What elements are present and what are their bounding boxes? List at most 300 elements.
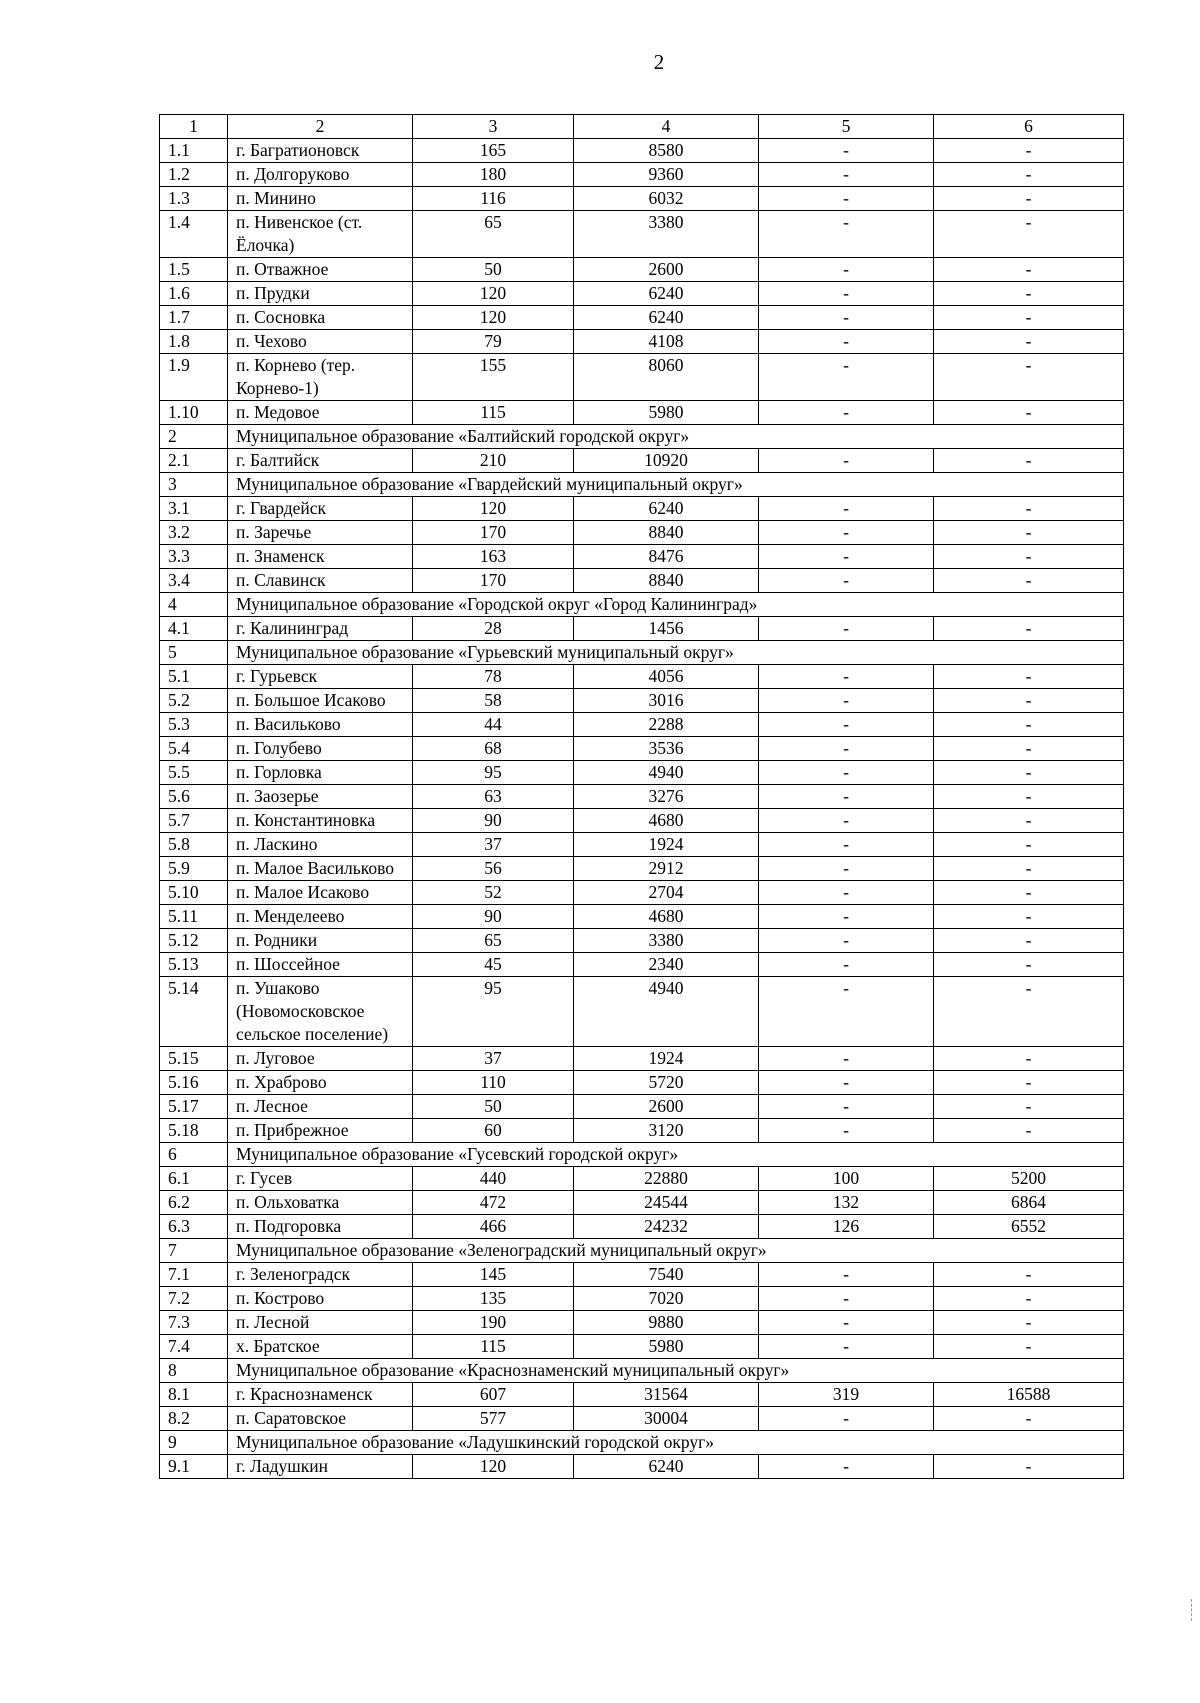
cell-col6: -: [934, 401, 1124, 425]
cell-col6: -: [934, 306, 1124, 330]
cell-col6: -: [934, 1071, 1124, 1095]
settlement-name: п. Славинск: [228, 569, 413, 593]
table-row: [160, 977, 1124, 1047]
cell-col3: 65: [413, 211, 574, 258]
cell-col3: 115: [413, 1335, 574, 1359]
settlement-name: г. Гурьевск: [228, 665, 413, 689]
section-title: Муниципальное образование «Балтийский городской округ»: [228, 425, 1124, 449]
table-row: [160, 689, 1124, 713]
cell-col3: 165: [413, 139, 574, 163]
cell-col6: -: [934, 905, 1124, 929]
cell-col6: -: [934, 521, 1124, 545]
cell-col6: 6864: [934, 1191, 1124, 1215]
table-row: [160, 737, 1124, 761]
settlement-name: п. Прудки: [228, 282, 413, 306]
cell-col5: 319: [759, 1383, 934, 1407]
cell-col4: 6240: [574, 497, 759, 521]
settlement-name: п. Кострово: [228, 1287, 413, 1311]
cell-col5: -: [759, 211, 934, 258]
section-title: Муниципальное образование «Гвардейский муниципальный округ»: [228, 473, 1124, 497]
cell-col6: -: [934, 187, 1124, 211]
settlement-name: п. Константиновка: [228, 809, 413, 833]
cell-col6: -: [934, 211, 1124, 258]
settlement-name: г. Балтийск: [228, 449, 413, 473]
cell-col6: -: [934, 354, 1124, 401]
cell-col6: -: [934, 761, 1124, 785]
row-number: 7.3: [160, 1311, 228, 1335]
cell-col6: -: [934, 1335, 1124, 1359]
section-number: 2: [160, 425, 228, 449]
cell-col3: 78: [413, 665, 574, 689]
settlement-name: п. Васильково: [228, 713, 413, 737]
cell-col6: 16588: [934, 1383, 1124, 1407]
cell-col5: -: [759, 857, 934, 881]
cell-col5: -: [759, 1047, 934, 1071]
cell-col4: 5720: [574, 1071, 759, 1095]
table-row: [160, 953, 1124, 977]
section-number: 7: [160, 1239, 228, 1263]
cell-col3: 58: [413, 689, 574, 713]
cell-col6: -: [934, 139, 1124, 163]
table-row: [160, 497, 1124, 521]
cell-col3: 120: [413, 282, 574, 306]
row-number: 7.4: [160, 1335, 228, 1359]
cell-col4: 3276: [574, 785, 759, 809]
settlement-name: п. Луговое: [228, 1047, 413, 1071]
settlement-name: п. Родники: [228, 929, 413, 953]
cell-col6: -: [934, 617, 1124, 641]
cell-col5: -: [759, 953, 934, 977]
table-row: [160, 1287, 1124, 1311]
cell-col5: 132: [759, 1191, 934, 1215]
cell-col6: -: [934, 330, 1124, 354]
row-number: 5.16: [160, 1071, 228, 1095]
cell-col3: 95: [413, 977, 574, 1047]
settlement-name: п. Ушаково (Новомосковское сельское поселение): [228, 977, 413, 1047]
table-row: [160, 521, 1124, 545]
table-row: [160, 569, 1124, 593]
cell-col5: -: [759, 881, 934, 905]
settlement-name: п. Медовое: [228, 401, 413, 425]
row-number: 5.14: [160, 977, 228, 1047]
cell-col3: 577: [413, 1407, 574, 1431]
section-row: [160, 1143, 1124, 1167]
cell-col3: 52: [413, 881, 574, 905]
cell-col4: 5980: [574, 401, 759, 425]
cell-col4: 3120: [574, 1119, 759, 1143]
cell-col6: -: [934, 1287, 1124, 1311]
row-number: 5.10: [160, 881, 228, 905]
cell-col5: -: [759, 665, 934, 689]
table-body: [160, 115, 1124, 1479]
cell-col5: -: [759, 713, 934, 737]
cell-col3: 50: [413, 1095, 574, 1119]
section-number: 4: [160, 593, 228, 617]
cell-col5: 126: [759, 1215, 934, 1239]
row-number: 1.4: [160, 211, 228, 258]
cell-col6: -: [934, 785, 1124, 809]
row-number: 5.12: [160, 929, 228, 953]
row-number: 1.3: [160, 187, 228, 211]
row-number: 6.2: [160, 1191, 228, 1215]
table-row: [160, 1095, 1124, 1119]
page-number: 2: [653, 50, 665, 74]
cell-col5: -: [759, 737, 934, 761]
cell-col3: 466: [413, 1215, 574, 1239]
section-title: Муниципальное образование «Гусевский городской округ»: [228, 1143, 1124, 1167]
cell-col5: -: [759, 1095, 934, 1119]
cell-col5: 100: [759, 1167, 934, 1191]
settlement-name: п. Отважное: [228, 258, 413, 282]
section-number: 6: [160, 1143, 228, 1167]
table-row: [160, 258, 1124, 282]
row-number: 5.3: [160, 713, 228, 737]
cell-col5: -: [759, 1071, 934, 1095]
cell-col5: -: [759, 905, 934, 929]
cell-col6: -: [934, 1047, 1124, 1071]
table-row: [160, 761, 1124, 785]
cell-col6: -: [934, 833, 1124, 857]
cell-col6: -: [934, 163, 1124, 187]
cell-col5: -: [759, 306, 934, 330]
cell-col4: 6032: [574, 187, 759, 211]
cell-col4: 22880: [574, 1167, 759, 1191]
settlement-name: г. Краснознаменск: [228, 1383, 413, 1407]
table-row: [160, 1455, 1124, 1479]
settlement-name: п. Ласкино: [228, 833, 413, 857]
header-cell: 6: [934, 115, 1124, 139]
settlement-name: п. Заозерье: [228, 785, 413, 809]
table-row: [160, 306, 1124, 330]
cell-col3: 120: [413, 306, 574, 330]
cell-col4: 3016: [574, 689, 759, 713]
cell-col4: 9360: [574, 163, 759, 187]
cell-col4: 8476: [574, 545, 759, 569]
settlement-name: п. Прибрежное: [228, 1119, 413, 1143]
row-number: 1.2: [160, 163, 228, 187]
cell-col4: 1456: [574, 617, 759, 641]
cell-col5: -: [759, 761, 934, 785]
table-row: [160, 1167, 1124, 1191]
settlement-name: п. Малое Васильково: [228, 857, 413, 881]
cell-col6: -: [934, 1263, 1124, 1287]
cell-col6: -: [934, 689, 1124, 713]
cell-col4: 4108: [574, 330, 759, 354]
table-row: [160, 713, 1124, 737]
row-number: 5.15: [160, 1047, 228, 1071]
row-number: 5.7: [160, 809, 228, 833]
header-cell: 3: [413, 115, 574, 139]
row-number: 3.2: [160, 521, 228, 545]
cell-col5: -: [759, 833, 934, 857]
section-row: [160, 473, 1124, 497]
cell-col6: -: [934, 857, 1124, 881]
cell-col3: 60: [413, 1119, 574, 1143]
settlement-name: п. Саратовское: [228, 1407, 413, 1431]
settlement-name: г. Зеленоградск: [228, 1263, 413, 1287]
settlement-name: г. Ладушкин: [228, 1455, 413, 1479]
row-number: 5.8: [160, 833, 228, 857]
section-title: Муниципальное образование «Городской округ «Город Калининград»: [228, 593, 1124, 617]
table-row: [160, 617, 1124, 641]
cell-col6: 5200: [934, 1167, 1124, 1191]
row-number: 5.2: [160, 689, 228, 713]
table-row: [160, 1383, 1124, 1407]
settlement-name: п. Горловка: [228, 761, 413, 785]
cell-col4: 30004: [574, 1407, 759, 1431]
row-number: 3.1: [160, 497, 228, 521]
row-number: 6.3: [160, 1215, 228, 1239]
cell-col3: 63: [413, 785, 574, 809]
cell-col6: -: [934, 545, 1124, 569]
section-number: 9: [160, 1431, 228, 1455]
cell-col3: 190: [413, 1311, 574, 1335]
table-row: [160, 1215, 1124, 1239]
row-number: 9.1: [160, 1455, 228, 1479]
cell-col3: 180: [413, 163, 574, 187]
header-cell: 5: [759, 115, 934, 139]
cell-col6: -: [934, 713, 1124, 737]
cell-col5: -: [759, 187, 934, 211]
cell-col6: -: [934, 569, 1124, 593]
cell-col5: -: [759, 1335, 934, 1359]
table-row: [160, 665, 1124, 689]
cell-col4: 8840: [574, 521, 759, 545]
cell-col6: -: [934, 881, 1124, 905]
row-number: 6.1: [160, 1167, 228, 1191]
cell-col4: 7540: [574, 1263, 759, 1287]
cell-col6: -: [934, 1119, 1124, 1143]
cell-col3: 145: [413, 1263, 574, 1287]
cell-col3: 90: [413, 905, 574, 929]
section-title: Муниципальное образование «Зеленоградский муниципальный округ»: [228, 1239, 1124, 1263]
settlement-name: п. Лесной: [228, 1311, 413, 1335]
cell-col5: -: [759, 1407, 934, 1431]
settlements-table: [159, 114, 1124, 1479]
cell-col6: -: [934, 258, 1124, 282]
row-number: 3.4: [160, 569, 228, 593]
table-row: [160, 449, 1124, 473]
cell-col4: 2340: [574, 953, 759, 977]
settlement-name: г. Калининград: [228, 617, 413, 641]
row-number: 5.5: [160, 761, 228, 785]
cell-col6: -: [934, 737, 1124, 761]
cell-col3: 79: [413, 330, 574, 354]
cell-col3: 135: [413, 1287, 574, 1311]
table-row: [160, 1335, 1124, 1359]
section-row: [160, 1239, 1124, 1263]
cell-col4: 3380: [574, 211, 759, 258]
cell-col6: 6552: [934, 1215, 1124, 1239]
cell-col5: -: [759, 1455, 934, 1479]
cell-col3: 50: [413, 258, 574, 282]
table-row: [160, 857, 1124, 881]
cell-col4: 8060: [574, 354, 759, 401]
cell-col3: 120: [413, 1455, 574, 1479]
row-number: 8.1: [160, 1383, 228, 1407]
cell-col6: -: [934, 665, 1124, 689]
table-row: [160, 881, 1124, 905]
section-title: Муниципальное образование «Ладушкинский городской округ»: [228, 1431, 1124, 1455]
settlement-name: п. Храброво: [228, 1071, 413, 1095]
cell-col5: -: [759, 785, 934, 809]
cell-col3: 90: [413, 809, 574, 833]
cell-col4: 24544: [574, 1191, 759, 1215]
cell-col5: -: [759, 809, 934, 833]
settlement-name: п. Долгоруково: [228, 163, 413, 187]
cell-col5: -: [759, 330, 934, 354]
row-number: 2.1: [160, 449, 228, 473]
cell-col3: 65: [413, 929, 574, 953]
settlement-name: п. Корнево (тер. Корнево-1): [228, 354, 413, 401]
table-row: [160, 1071, 1124, 1095]
settlement-name: г. Гусев: [228, 1167, 413, 1191]
section-row: [160, 1431, 1124, 1455]
cell-col4: 7020: [574, 1287, 759, 1311]
cell-col3: 115: [413, 401, 574, 425]
cell-col5: -: [759, 1311, 934, 1335]
table-row: [160, 1263, 1124, 1287]
row-number: 1.8: [160, 330, 228, 354]
cell-col3: 210: [413, 449, 574, 473]
settlement-name: п. Нивенское (ст. Ёлочка): [228, 211, 413, 258]
section-row: [160, 1359, 1124, 1383]
cell-col4: 4056: [574, 665, 759, 689]
cell-col5: -: [759, 929, 934, 953]
cell-col3: 28: [413, 617, 574, 641]
cell-col4: 5980: [574, 1335, 759, 1359]
row-number: 3.3: [160, 545, 228, 569]
cell-col5: -: [759, 258, 934, 282]
cell-col4: 4940: [574, 977, 759, 1047]
table-row: [160, 905, 1124, 929]
table-row: [160, 401, 1124, 425]
cell-col6: -: [934, 929, 1124, 953]
cell-col6: -: [934, 1095, 1124, 1119]
cell-col3: 440: [413, 1167, 574, 1191]
settlement-name: п. Шоссейное: [228, 953, 413, 977]
cell-col4: 3536: [574, 737, 759, 761]
header-cell: 2: [228, 115, 413, 139]
cell-col4: 3380: [574, 929, 759, 953]
row-number: 5.17: [160, 1095, 228, 1119]
header-row: [160, 115, 1124, 139]
cell-col3: 170: [413, 569, 574, 593]
cell-col5: -: [759, 139, 934, 163]
cell-col3: 45: [413, 953, 574, 977]
table-row: [160, 1119, 1124, 1143]
settlement-name: п. Чехово: [228, 330, 413, 354]
cell-col3: 170: [413, 521, 574, 545]
cell-col5: -: [759, 977, 934, 1047]
cell-col6: -: [934, 1311, 1124, 1335]
section-row: [160, 641, 1124, 665]
row-number: 4.1: [160, 617, 228, 641]
settlement-name: п. Лесное: [228, 1095, 413, 1119]
row-number: 1.6: [160, 282, 228, 306]
cell-col6: -: [934, 497, 1124, 521]
section-row: [160, 425, 1124, 449]
cell-col4: 2600: [574, 258, 759, 282]
cell-col4: 8580: [574, 139, 759, 163]
table-row: [160, 785, 1124, 809]
section-row: [160, 593, 1124, 617]
settlement-name: г. Гвардейск: [228, 497, 413, 521]
row-number: 1.10: [160, 401, 228, 425]
settlement-name: п. Подгоровка: [228, 1215, 413, 1239]
cell-col4: 6240: [574, 1455, 759, 1479]
cell-col5: -: [759, 617, 934, 641]
cell-col6: -: [934, 1455, 1124, 1479]
cell-col6: -: [934, 809, 1124, 833]
settlement-name: п. Голубево: [228, 737, 413, 761]
table-row: [160, 211, 1124, 258]
cell-col4: 8840: [574, 569, 759, 593]
cell-col4: 24232: [574, 1215, 759, 1239]
row-number: 1.5: [160, 258, 228, 282]
cell-col5: -: [759, 401, 934, 425]
cell-col4: 1924: [574, 833, 759, 857]
row-number: 7.2: [160, 1287, 228, 1311]
row-number: 8.2: [160, 1407, 228, 1431]
cell-col4: 4680: [574, 905, 759, 929]
cell-col4: 2912: [574, 857, 759, 881]
cell-col3: 163: [413, 545, 574, 569]
cell-col4: 31564: [574, 1383, 759, 1407]
settlement-name: п. Менделеево: [228, 905, 413, 929]
table-row: [160, 282, 1124, 306]
cell-col5: -: [759, 521, 934, 545]
cell-col4: 4940: [574, 761, 759, 785]
row-number: 5.11: [160, 905, 228, 929]
settlement-name: п. Знаменск: [228, 545, 413, 569]
cell-col3: 607: [413, 1383, 574, 1407]
settlement-name: п. Заречье: [228, 521, 413, 545]
cell-col6: -: [934, 953, 1124, 977]
cell-col3: 37: [413, 833, 574, 857]
section-title: Муниципальное образование «Краснознаменский муниципальный округ»: [228, 1359, 1124, 1383]
cell-col5: -: [759, 449, 934, 473]
settlement-name: х. Братское: [228, 1335, 413, 1359]
cell-col5: -: [759, 1119, 934, 1143]
section-number: 5: [160, 641, 228, 665]
cell-col4: 4680: [574, 809, 759, 833]
table-row: [160, 1311, 1124, 1335]
row-number: 1.1: [160, 139, 228, 163]
table-row: [160, 1407, 1124, 1431]
table-row: [160, 545, 1124, 569]
cell-col6: -: [934, 977, 1124, 1047]
cell-col4: 6240: [574, 306, 759, 330]
settlement-name: г. Багратионовск: [228, 139, 413, 163]
settlement-name: п. Минино: [228, 187, 413, 211]
cell-col5: -: [759, 1287, 934, 1311]
table-row: [160, 1191, 1124, 1215]
table-row: [160, 809, 1124, 833]
row-number: 1.7: [160, 306, 228, 330]
cell-col3: 110: [413, 1071, 574, 1095]
row-number: 5.6: [160, 785, 228, 809]
cell-col6: -: [934, 282, 1124, 306]
cell-col3: 44: [413, 713, 574, 737]
cell-col3: 95: [413, 761, 574, 785]
cell-col5: -: [759, 689, 934, 713]
table-row: [160, 354, 1124, 401]
cell-col5: -: [759, 545, 934, 569]
table-row: [160, 139, 1124, 163]
row-number: 1.9: [160, 354, 228, 401]
cell-col3: 116: [413, 187, 574, 211]
